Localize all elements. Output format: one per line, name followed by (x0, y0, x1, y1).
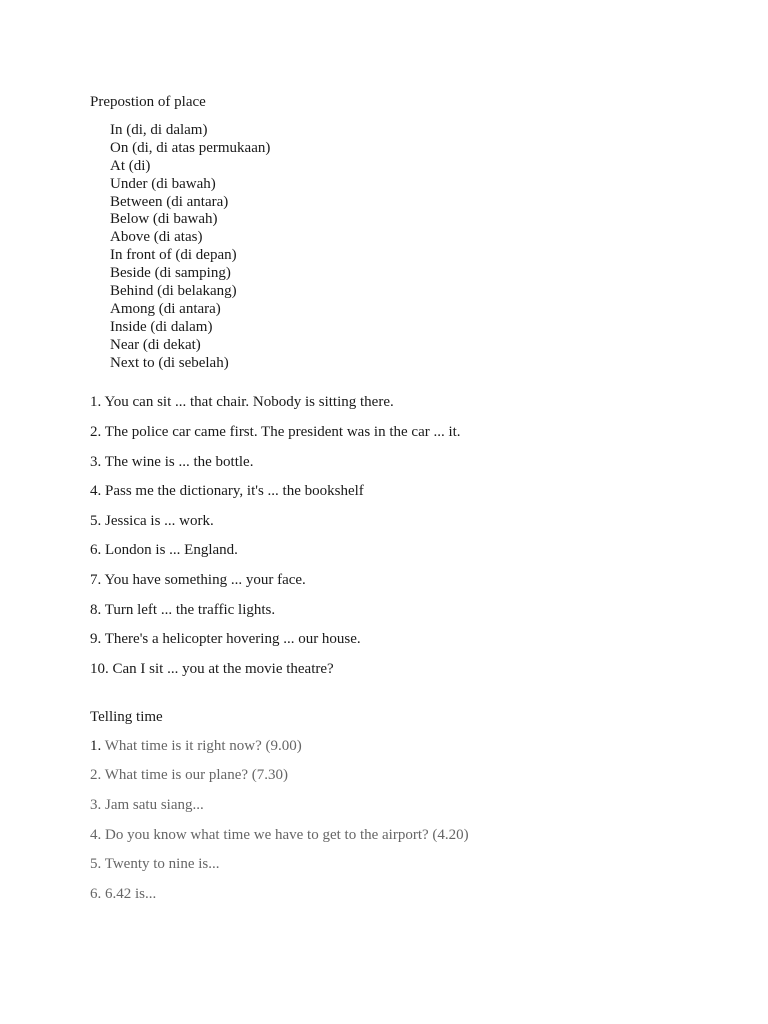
preposition-item: Next to (di sebelah) (110, 354, 229, 371)
time-question (90, 855, 730, 873)
time-question-number: 1. (90, 737, 102, 754)
time-question (90, 737, 730, 755)
document-page (90, 93, 730, 914)
time-question-number: 3. (90, 797, 102, 813)
preposition-item: In front of (di depan) (110, 247, 237, 264)
exercise-question: 5. Jessica is ... work. (90, 512, 214, 529)
telling-time-list (90, 737, 730, 903)
preposition-item: On (di, di atas permukaan) (110, 139, 271, 156)
preposition-item: At (di) (110, 157, 151, 174)
preposition-item: Between (di antara) (110, 193, 229, 210)
exercise-question: 2. The police car came first. The president was in the car ... it. (90, 424, 461, 441)
time-question-number: 4. (90, 826, 102, 843)
time-question-number: 2. (90, 767, 102, 784)
time-question-text: 6.42 is... (105, 885, 157, 902)
preposition-exercise-list (90, 393, 730, 677)
telling-time-heading: Telling time (90, 708, 163, 725)
time-question-number: 6. (90, 885, 102, 902)
time-question (90, 766, 730, 784)
time-question (90, 885, 730, 903)
exercise-question: 4. Pass me the dictionary, it's ... the bookshelf (90, 483, 364, 500)
exercise-question: 7. You have something ... your face. (90, 572, 306, 589)
preposition-item: Under (di bawah) (110, 175, 216, 192)
preposition-item: Among (di antara) (110, 300, 221, 317)
preposition-item: Beside (di samping) (110, 265, 231, 282)
time-question (90, 796, 730, 814)
exercise-question: 10. Can I sit ... you at the movie theatre? (90, 660, 334, 677)
time-question-number: 5. (90, 856, 102, 873)
exercise-question: 6. London is ... England. (90, 542, 238, 559)
prepositions-list (110, 122, 730, 372)
time-question-text: Do you know what time we have to get to the airport? (4.20) (105, 826, 469, 843)
preposition-item: Below (di bawah) (110, 211, 218, 228)
exercise-question: 1. You can sit ... that chair. Nobody is sitting there. (90, 394, 394, 411)
preposition-item: Above (di atas) (110, 229, 203, 246)
exercise-question: 9. There's a helicopter hovering ... our house. (90, 631, 361, 648)
preposition-item: In (di, di dalam) (110, 122, 208, 138)
time-question-text: What time is our plane? (7.30) (104, 767, 289, 784)
time-question-text: Jam satu siang... (105, 797, 204, 813)
time-question-text: Twenty to nine is... (104, 856, 220, 873)
prepositions-heading: Prepostion of place (90, 94, 206, 110)
preposition-item: Near (di dekat) (110, 336, 201, 353)
preposition-item: Inside (di dalam) (110, 318, 213, 335)
exercise-question: 8. Turn left ... the traffic lights. (90, 601, 276, 618)
time-question-text: What time is it right now? (9.00) (104, 737, 302, 754)
time-question (90, 826, 730, 844)
exercise-question: 3. The wine is ... the bottle. (90, 453, 254, 470)
preposition-item: Behind (di belakang) (110, 283, 237, 300)
